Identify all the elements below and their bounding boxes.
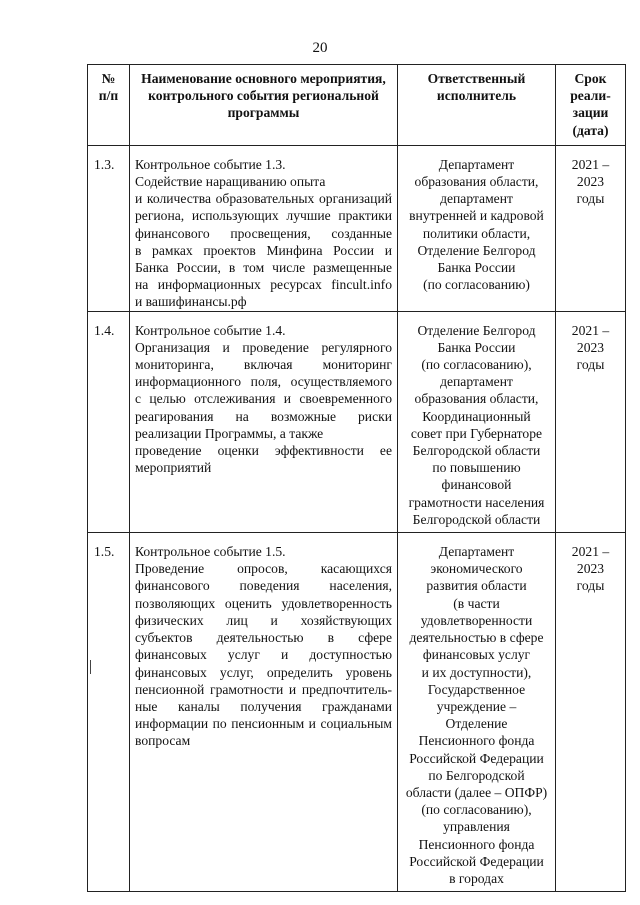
executor-line: деятельностью в сфере xyxy=(409,630,544,646)
executor-line: Пенсионного фонда xyxy=(418,836,535,852)
term-line: годы xyxy=(576,578,605,594)
description-line: вопросам xyxy=(135,733,191,749)
description-line: с целью отслеживания и своевременного xyxy=(135,391,392,407)
term-line: 2023 xyxy=(576,174,605,190)
description-line: Банка России, в том числе размещенные xyxy=(135,260,392,276)
executor-line: управления xyxy=(443,819,510,835)
executor-line: образования области, xyxy=(414,174,539,190)
executor-line: Отделение Белгород xyxy=(417,322,536,338)
term-line: 2023 xyxy=(576,561,605,577)
description-line: пенсионной грамотности и предпочтитель- xyxy=(135,681,392,697)
margin-mark xyxy=(90,660,91,674)
executor-line: Банка России xyxy=(437,260,516,276)
table-row xyxy=(88,533,626,892)
description-line: реагирования на возможные риски xyxy=(135,408,392,424)
description-line: физических лиц и хозяйствующих xyxy=(135,612,392,628)
row-number: 1.4. xyxy=(88,311,130,532)
row-term xyxy=(556,145,626,311)
header-num: № п/п xyxy=(88,65,130,146)
description-line: финансового просвещения, созданные xyxy=(135,225,392,241)
executor-line: (в части xyxy=(453,595,500,611)
executor-line: Государственное xyxy=(427,681,526,697)
row-number: 1.3. xyxy=(88,145,130,311)
executor-line: удовлетворенности xyxy=(420,612,533,628)
executor-line: Российской Федерации xyxy=(409,853,544,869)
executor-line: по повышению xyxy=(432,460,521,476)
event-title: Контрольное событие 1.3. xyxy=(135,156,286,172)
executor-line: и их доступности), xyxy=(421,664,532,680)
description-line: и количества образовательных организаций xyxy=(135,191,392,207)
executor-line: (по согласованию), xyxy=(421,357,532,373)
executor-line: экономического xyxy=(430,561,523,577)
executor-line: Отделение xyxy=(445,716,508,732)
executor-line: Отделение Белгород xyxy=(417,242,536,258)
executor-line: (по согласованию) xyxy=(423,277,530,293)
description-line: проведение оценки эффективности ее xyxy=(135,443,392,459)
executor-line: департамент xyxy=(440,374,513,390)
description-line: финансового поведения населения, xyxy=(135,578,392,594)
description-line: позволяющих оценить удовлетворенность xyxy=(135,595,392,611)
executor-line: финансовых услуг xyxy=(422,647,531,663)
executor-line: грамотности населения xyxy=(408,494,545,510)
description-line: информационного поля, осуществляемого xyxy=(135,374,392,390)
executor-line: Белгородской области xyxy=(412,511,541,527)
executor-line: образования области, xyxy=(414,391,539,407)
executor-line: политики области, xyxy=(422,225,531,241)
page-number: 20 xyxy=(312,40,328,56)
term-line: годы xyxy=(576,357,605,373)
executor-line: (по согласованию), xyxy=(421,802,532,818)
event-title: Контрольное событие 1.5. xyxy=(135,544,286,560)
description-line: в рамках проектов Минфина России и xyxy=(135,242,392,258)
executor-line: Пенсионного фонда xyxy=(418,733,535,749)
description-line: мониторинга, включая мониторинг xyxy=(135,357,392,373)
row-term xyxy=(556,533,626,892)
executor-line: финансовой xyxy=(441,477,512,493)
table-row xyxy=(88,145,626,311)
description-line: информации по пенсионным и социальным xyxy=(135,716,392,732)
executor-line: Белгородской области xyxy=(412,443,541,459)
description-line: Содействие наращиванию опыта xyxy=(135,174,326,190)
row-executor xyxy=(398,145,556,311)
row-number: 1.5. xyxy=(88,533,130,892)
header-executor: Ответственный исполнитель xyxy=(398,65,556,146)
term-line: 2023 xyxy=(576,339,605,355)
executor-line: внутренней и кадровой xyxy=(409,208,544,224)
description-line: мероприятий xyxy=(135,460,212,476)
executor-line: Координационный xyxy=(422,408,531,424)
table-header-row xyxy=(88,65,626,146)
header-name: Наименование основного мероприятия, контрольного события региональной программы xyxy=(130,65,398,146)
executor-line: совет при Губернаторе xyxy=(410,425,543,441)
program-events-table xyxy=(87,64,626,892)
term-line: 2021 – xyxy=(571,322,610,338)
header-term: Срок реали- зации (дата) xyxy=(556,65,626,146)
row-executor xyxy=(398,533,556,892)
executor-line: развития области xyxy=(426,578,527,594)
description-line: и вашифинансы.рф xyxy=(135,294,247,310)
event-title: Контрольное событие 1.4. xyxy=(135,322,286,338)
description-line: региона, использующих лучшие практики xyxy=(135,208,392,224)
executor-line: департамент xyxy=(440,191,513,207)
description-line: финансовых услуг, определить уровень xyxy=(135,664,392,680)
description-line: субъектов деятельностью в сфере xyxy=(135,630,392,646)
executor-line: Департамент xyxy=(438,156,515,172)
row-description xyxy=(130,533,398,892)
description-line: Проведение опросов, касающихся xyxy=(135,561,392,577)
term-line: 2021 – xyxy=(571,544,610,560)
executor-line: Департамент xyxy=(438,544,515,560)
description-line: ные каналы получения гражданами xyxy=(135,698,392,714)
executor-line: Российской Федерации xyxy=(409,750,544,766)
term-line: 2021 – xyxy=(571,156,610,172)
table-row xyxy=(88,311,626,532)
row-description xyxy=(130,145,398,311)
executor-line: учреждение – xyxy=(436,698,517,714)
description-line: финансовых услуг и доступностью xyxy=(135,647,392,663)
row-term xyxy=(556,311,626,532)
description-line: реализации Программы, а также xyxy=(135,425,324,441)
row-description xyxy=(130,311,398,532)
description-line: Организация и проведение регулярного xyxy=(135,339,392,355)
row-executor xyxy=(398,311,556,532)
term-line: годы xyxy=(576,191,605,207)
executor-line: области (далее – ОПФР) xyxy=(405,784,548,800)
executor-line: по Белгородской xyxy=(428,767,525,783)
executor-line: Банка России xyxy=(437,339,516,355)
description-line: на информационных ресурсах fincult.info xyxy=(135,277,392,293)
executor-line: в городах xyxy=(449,870,504,886)
